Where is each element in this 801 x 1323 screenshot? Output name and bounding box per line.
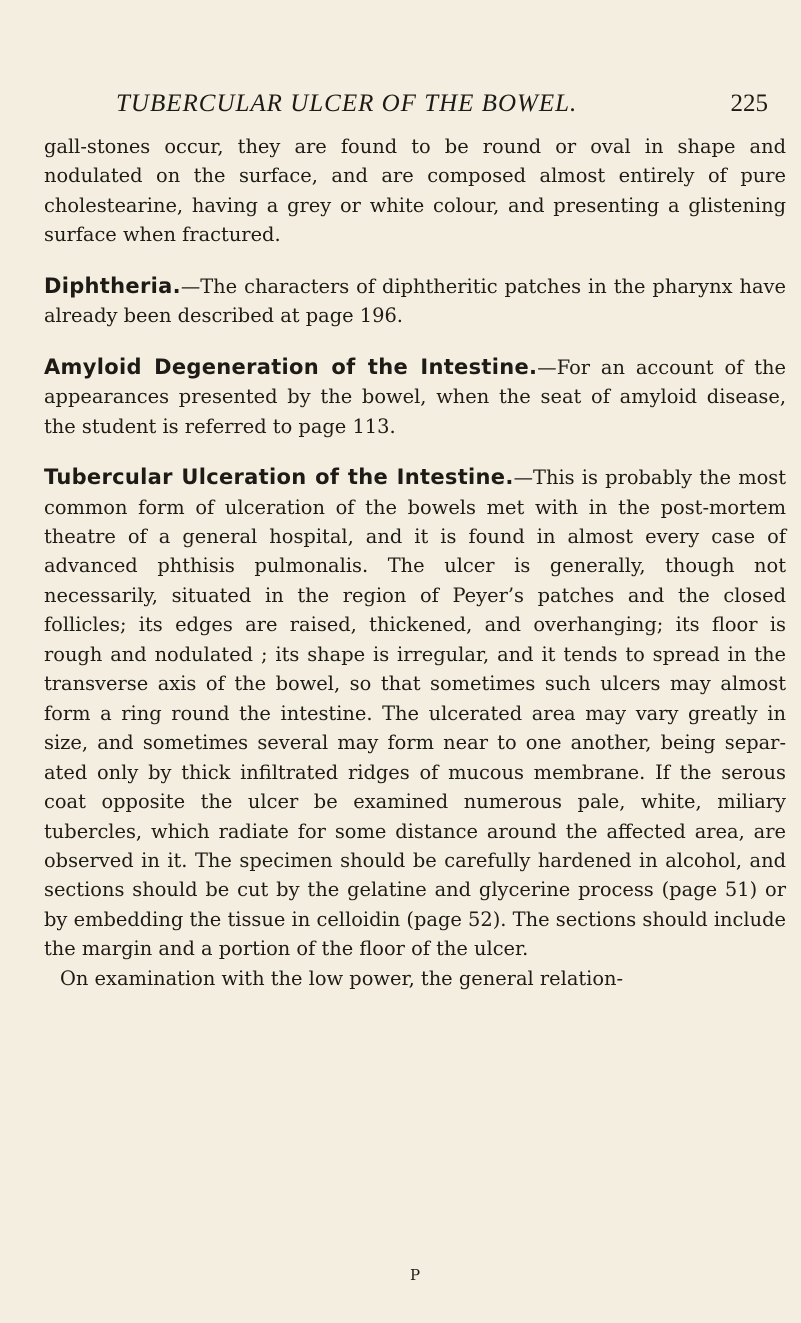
running-head: TUBERCULAR ULCER OF THE BOWEL.: [116, 90, 578, 117]
paragraph-diphtheria: [44, 272, 786, 331]
paragraph-gall-stones: gall-stones occur, they are found to be round or oval in shape and nodulated on the surface, and are composed almost entirely of pure cholestearine, having a grey or white colour, and presenting a glistening surface when fractured.: [44, 135, 786, 247]
paragraph-tubercular: [44, 463, 786, 964]
signature-mark: P: [409, 1266, 421, 1284]
page-body: [44, 132, 786, 993]
section-heading-amyloid: Amyloid Degeneration of the Intestine.: [44, 354, 538, 379]
paragraph-amyloid-text: —For an account of the appearances presented by the bowel, when the seat of amyloid disease, the student is referred to page 113.: [44, 355, 786, 438]
page-header: [44, 90, 786, 124]
section-heading-diphtheria: Diphtheria.: [44, 273, 181, 298]
section-heading-tubercular: Tubercular Ulceration of the Intestine.: [44, 465, 514, 490]
paragraph-amyloid: [44, 353, 786, 441]
paragraph-diphtheria-text: —The characters of diphtheritic patches in the pharynx have already been described at page 196.: [44, 274, 786, 328]
page-number: 225: [730, 90, 768, 117]
paragraph-examination: On examination with the low power, the general relation-: [60, 966, 624, 990]
book-page: [44, 0, 786, 1323]
paragraph-tubercular-text: —This is probably the most common form of ulceration of the bowels met with in the post-mortem theatre of a general hospital, and it is found in almost every case of advanced phthisis pulmonalis. The ulcer is generally, though not necessarily, situated in the region of Peyer’s patches and the closed follicles; its edges are raised, thickened, and overhanging; its floor is rough and nodulated ; its shape is irregular, and it tends to spread in the transverse axis of the bowel, so that sometimes such ulcers may almost form a ring round the intestine. The ulcerated area may vary greatly in size, and sometimes several may form near to one another, being separated only by thick infiltrated ridges of mucous membrane. If the serous coat opposite the ulcer be examined numerous pale, white, miliary tubercles, which radiate for some distance around the affected area, are observed in it. The specimen should be carefully hardened in alcohol, and sections should be cut by the gelatine and glycerine process (page 51) or by embedding the tissue in celloidin (page 52). The sections should include the margin and a portion of the floor of the ulcer.: [44, 466, 787, 961]
